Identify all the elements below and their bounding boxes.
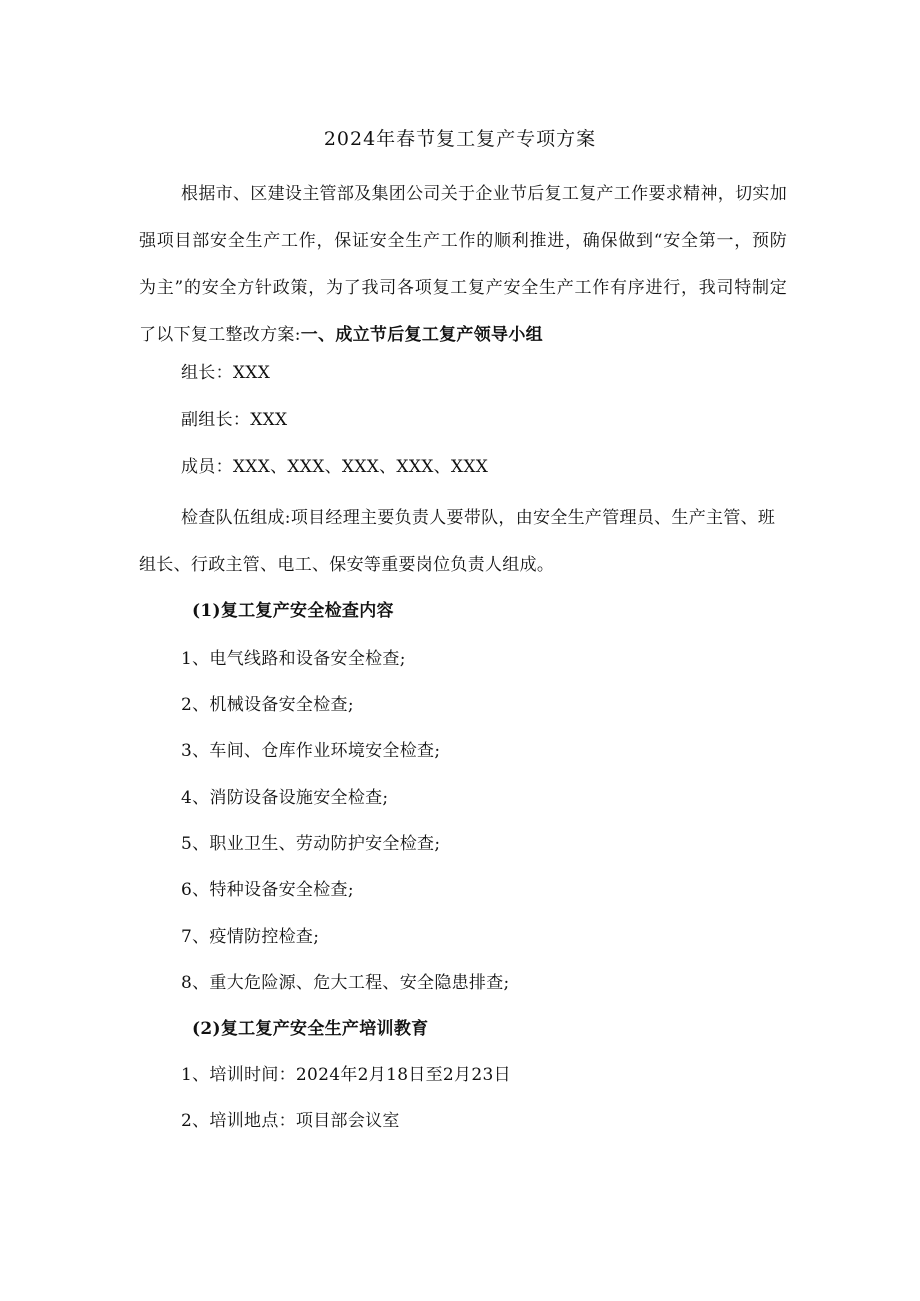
- subsection-2-heading: (2)复工复产安全生产培训教育: [192, 1019, 429, 1039]
- check-item: 6、特种设备安全检查;: [181, 880, 354, 900]
- team-paragraph: 检查队伍组成:项目经理主要负责人要带队，由安全生产管理员、生产主管、班组长、行政主管、电工、保安等重要岗位负责人组成。: [139, 508, 776, 575]
- check-item: 8、重大危险源、危大工程、安全隐患排查;: [181, 973, 510, 993]
- check-item: 3、车间、仓库作业环境安全检查;: [181, 741, 441, 761]
- training-item: 1、培训时间：2024年2月18日至2月23日: [181, 1065, 511, 1085]
- intro-paragraph: [139, 171, 787, 359]
- check-item: 1、电气线路和设备安全检查;: [181, 649, 406, 669]
- check-item: 2、机械设备安全检查;: [181, 695, 354, 715]
- intro-text: 根据市、区建设主管部及集团公司关于企业节后复工复产工作要求精神，切实加强项目部安全生产工作，保证安全生产工作的顺利推进，确保做到“安全第一，预防为主”的安全方针政策，为了我司各项复工复产安全生产工作有序进行，我司特制定了以下复工整改方案:: [139, 184, 787, 345]
- training-item: 2、培训地点：项目部会议室: [181, 1111, 400, 1131]
- check-item: 5、职业卫生、劳动防护安全检查;: [181, 834, 441, 854]
- leader-line: 组长：XXX: [181, 363, 271, 383]
- subsection-1-heading: (1)复工复产安全检查内容: [192, 601, 394, 621]
- section1-heading: 一、成立节后复工复产领导小组: [300, 325, 543, 345]
- check-item: 7、疫情防控检查;: [181, 927, 320, 947]
- document-title: 2024年春节复工复产专项方案: [323, 128, 597, 150]
- members-line: 成员：XXX、XXX、XXX、XXX、XXX: [181, 457, 489, 477]
- check-item: 4、消防设备设施安全检查;: [181, 788, 389, 808]
- deputy-line: 副组长：XXX: [181, 410, 288, 430]
